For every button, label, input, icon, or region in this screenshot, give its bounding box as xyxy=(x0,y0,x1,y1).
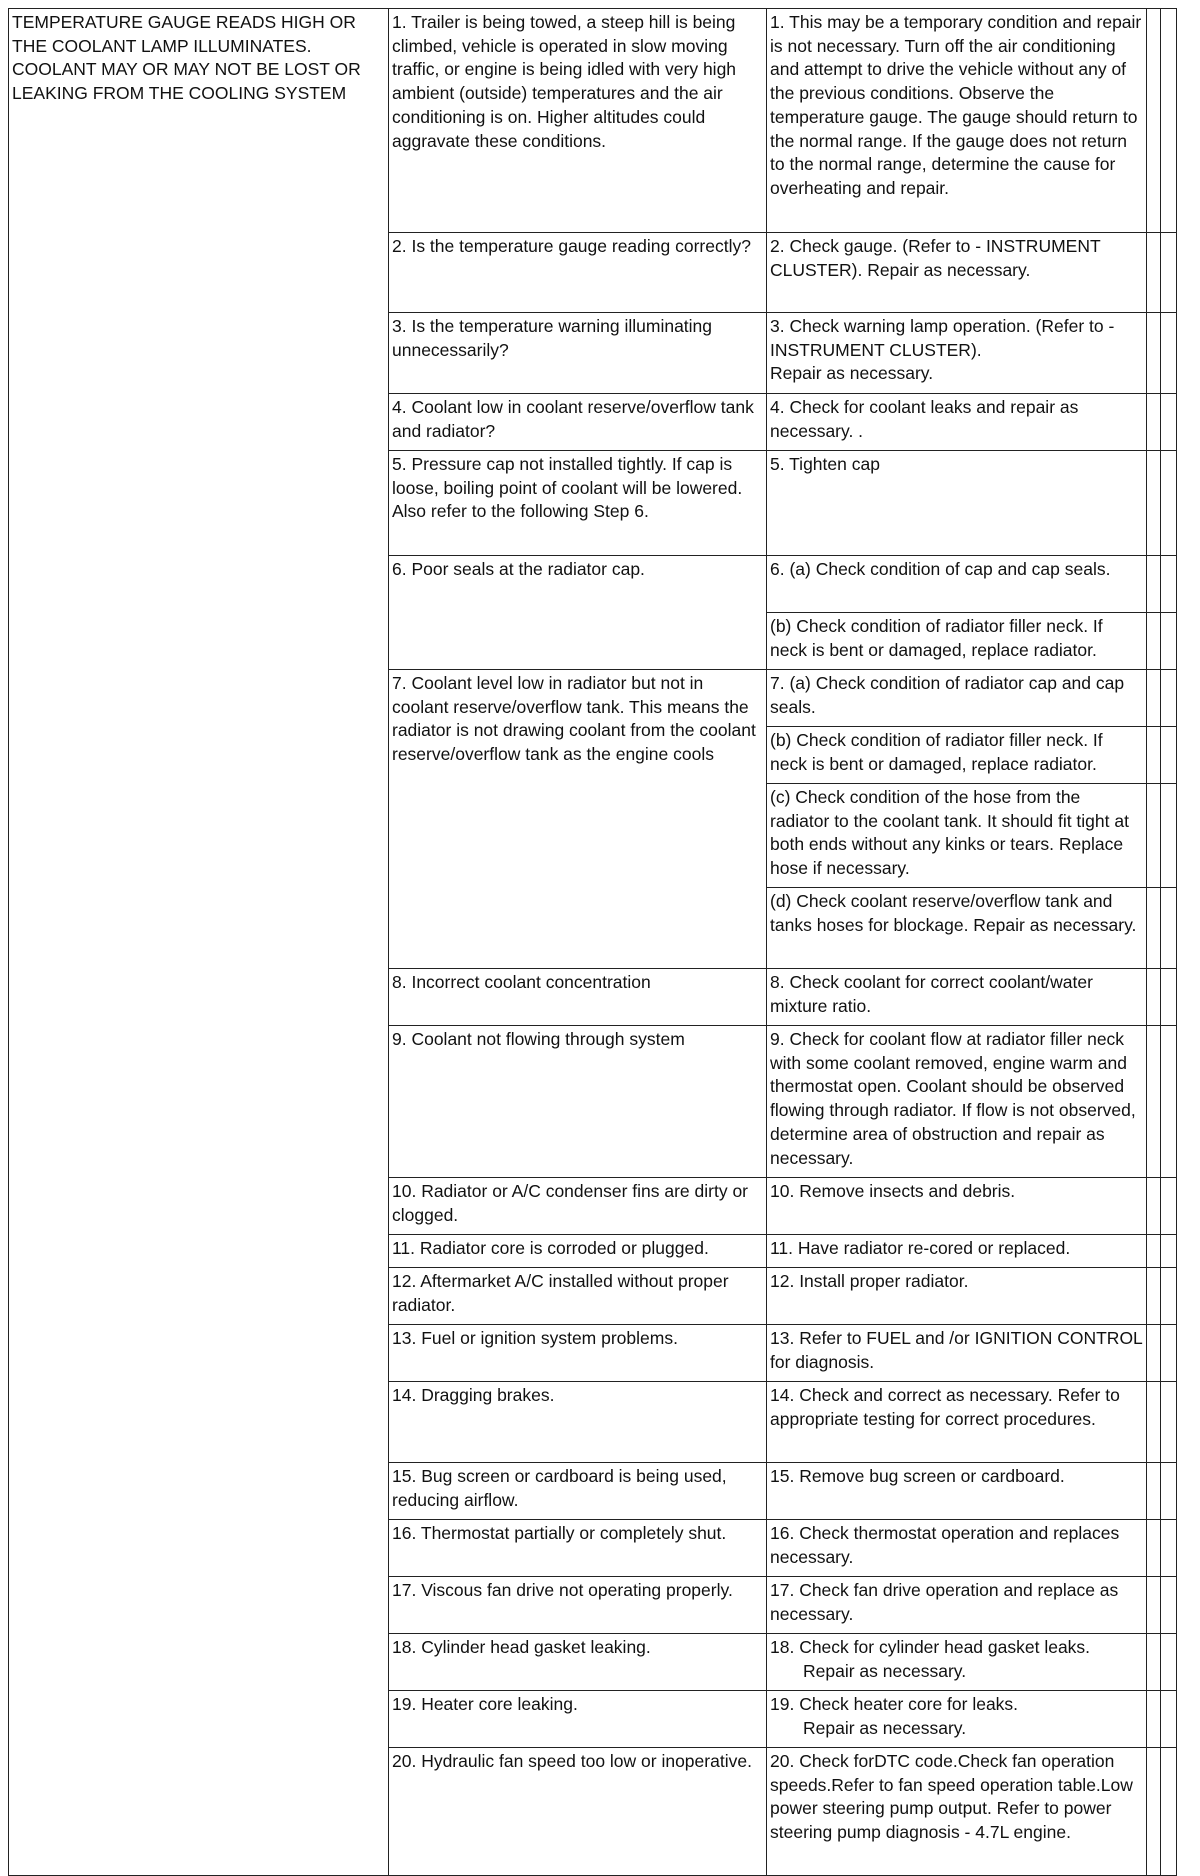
correction-cell: 17. Check fan drive operation and replace as necessary. xyxy=(767,1577,1147,1634)
empty-cell xyxy=(1147,1691,1161,1748)
correction-cell: 10. Remove insects and debris. xyxy=(767,1178,1147,1235)
empty-cell xyxy=(1161,1325,1177,1382)
correction-cell: 7. (a) Check condition of radiator cap and cap seals. xyxy=(767,670,1147,727)
empty-cell xyxy=(1147,1026,1161,1178)
empty-cell xyxy=(1147,1382,1161,1463)
correction-cell: 16. Check thermostat operation and replaces necessary. xyxy=(767,1520,1147,1577)
cause-cell: 1. Trailer is being towed, a steep hill is being climbed, vehicle is operated in slow moving traffic, or engine is being idled with very high ambient (outside) temperatures and the air conditioning is on. Higher altitudes could aggravate these conditions. xyxy=(389,9,767,233)
correction-line: 3. Check warning lamp operation. (Refer to - INSTRUMENT CLUSTER). xyxy=(770,316,1115,360)
empty-cell xyxy=(1147,233,1161,313)
empty-cell xyxy=(1147,1325,1161,1382)
correction-cell: 14. Check and correct as necessary. Refer to appropriate testing for correct procedures. xyxy=(767,1382,1147,1463)
correction-cell: (d) Check coolant reserve/overflow tank and tanks hoses for blockage. Repair as necessary. xyxy=(767,888,1147,969)
correction-cell: (c) Check condition of the hose from the radiator to the coolant tank. It should fit tight at both ends without any kinks or tears. Replace hose if necessary. xyxy=(767,784,1147,888)
empty-cell xyxy=(1147,556,1161,613)
empty-cell xyxy=(1147,1520,1161,1577)
correction-cell: 15. Remove bug screen or cardboard. xyxy=(767,1463,1147,1520)
empty-cell xyxy=(1161,969,1177,1026)
correction-line: Repair as necessary. xyxy=(803,1717,967,1738)
empty-cell xyxy=(1161,313,1177,394)
empty-cell xyxy=(1161,1520,1177,1577)
empty-cell xyxy=(1161,784,1177,888)
table-row xyxy=(9,9,1177,233)
empty-cell xyxy=(1147,1748,1161,1876)
cause-cell: 11. Radiator core is corroded or plugged. xyxy=(389,1235,767,1268)
correction-cell: 20. Check forDTC code.Check fan operation speeds.Refer to fan speed operation table.Low power steering pump output. Refer to power steering pump diagnosis - 4.7L engine. xyxy=(767,1748,1147,1876)
empty-cell xyxy=(1161,1178,1177,1235)
cause-cell: 7. Coolant level low in radiator but not in coolant reserve/overflow tank. This means the radiator is not drawing coolant from the coolant reserve/overflow tank as the engine cools xyxy=(389,670,767,969)
correction-cell xyxy=(767,1634,1147,1691)
empty-cell xyxy=(1161,1382,1177,1463)
cause-cell: 20. Hydraulic fan speed too low or inoperative. xyxy=(389,1748,767,1876)
cause-cell: 16. Thermostat partially or completely shut. xyxy=(389,1520,767,1577)
correction-cell: 9. Check for coolant flow at radiator filler neck with some coolant removed, engine warm and thermostat open. Coolant should be observed flowing through radiator. If flow is not observed, determine area of obstruction and repair as necessary. xyxy=(767,1026,1147,1178)
empty-cell xyxy=(1161,670,1177,727)
empty-cell xyxy=(1161,394,1177,451)
cause-cell: 5. Pressure cap not installed tightly. If cap is loose, boiling point of coolant will be lowered. Also refer to the following Step 6. xyxy=(389,451,767,556)
empty-cell xyxy=(1147,1268,1161,1325)
empty-cell xyxy=(1147,670,1161,727)
cause-cell: 15. Bug screen or cardboard is being used, reducing airflow. xyxy=(389,1463,767,1520)
empty-cell xyxy=(1147,451,1161,556)
correction-cell: (b) Check condition of radiator filler neck. If neck is bent or damaged, replace radiator. xyxy=(767,613,1147,670)
correction-cell: 11. Have radiator re-cored or replaced. xyxy=(767,1235,1147,1268)
correction-cell: (b) Check condition of radiator filler neck. If neck is bent or damaged, replace radiator. xyxy=(767,727,1147,784)
empty-cell xyxy=(1147,1235,1161,1268)
cause-cell: 18. Cylinder head gasket leaking. xyxy=(389,1634,767,1691)
empty-cell xyxy=(1161,1691,1177,1748)
empty-cell xyxy=(1147,313,1161,394)
correction-cell: 8. Check coolant for correct coolant/water mixture ratio. xyxy=(767,969,1147,1026)
cause-cell: 17. Viscous fan drive not operating properly. xyxy=(389,1577,767,1634)
condition-cell: TEMPERATURE GAUGE READS HIGH OR THE COOLANT LAMP ILLUMINATES. COOLANT MAY OR MAY NOT BE LOST OR LEAKING FROM THE COOLING SYSTEM xyxy=(9,9,389,1876)
correction-cell: 13. Refer to FUEL and /or IGNITION CONTROL for diagnosis. xyxy=(767,1325,1147,1382)
cause-cell: 2. Is the temperature gauge reading correctly? xyxy=(389,233,767,313)
correction-line: Repair as necessary. xyxy=(770,363,934,384)
cause-cell: 4. Coolant low in coolant reserve/overflow tank and radiator? xyxy=(389,394,767,451)
correction-cell xyxy=(767,313,1147,394)
empty-cell xyxy=(1161,1235,1177,1268)
cause-cell: 13. Fuel or ignition system problems. xyxy=(389,1325,767,1382)
empty-cell xyxy=(1161,9,1177,233)
empty-cell xyxy=(1161,613,1177,670)
empty-cell xyxy=(1161,556,1177,613)
empty-cell xyxy=(1161,1634,1177,1691)
cause-cell: 3. Is the temperature warning illuminating unnecessarily? xyxy=(389,313,767,394)
empty-cell xyxy=(1147,1178,1161,1235)
correction-cell: 4. Check for coolant leaks and repair as necessary. . xyxy=(767,394,1147,451)
empty-cell xyxy=(1161,1577,1177,1634)
correction-cell: 12. Install proper radiator. xyxy=(767,1268,1147,1325)
empty-cell xyxy=(1147,1634,1161,1691)
empty-cell xyxy=(1161,1026,1177,1178)
correction-cell: 2. Check gauge. (Refer to - INSTRUMENT CLUSTER). Repair as necessary. xyxy=(767,233,1147,313)
diagnosis-table xyxy=(8,8,1177,1876)
correction-cell xyxy=(767,1691,1147,1748)
cause-cell: 14. Dragging brakes. xyxy=(389,1382,767,1463)
empty-cell xyxy=(1147,1577,1161,1634)
empty-cell xyxy=(1161,451,1177,556)
correction-line: 18. Check for cylinder head gasket leaks. xyxy=(770,1637,1091,1657)
correction-line: Repair as necessary. xyxy=(803,1660,967,1681)
empty-cell xyxy=(1147,613,1161,670)
empty-cell xyxy=(1147,394,1161,451)
empty-cell xyxy=(1147,969,1161,1026)
empty-cell xyxy=(1147,888,1161,969)
cause-cell: 10. Radiator or A/C condenser fins are dirty or clogged. xyxy=(389,1178,767,1235)
empty-cell xyxy=(1147,1463,1161,1520)
empty-cell xyxy=(1161,1268,1177,1325)
empty-cell xyxy=(1161,233,1177,313)
empty-cell xyxy=(1147,784,1161,888)
correction-cell: 1. This may be a temporary condition and repair is not necessary. Turn off the air conditioning and attempt to drive the vehicle without any of the previous conditions. Observe the temperature gauge. The gauge should return to the normal range. If the gauge does not return to the normal range, determine the cause for overheating and repair. xyxy=(767,9,1147,233)
empty-cell xyxy=(1161,888,1177,969)
cause-cell: 12. Aftermarket A/C installed without proper radiator. xyxy=(389,1268,767,1325)
cause-cell: 19. Heater core leaking. xyxy=(389,1691,767,1748)
empty-cell xyxy=(1147,9,1161,233)
cause-cell: 9. Coolant not flowing through system xyxy=(389,1026,767,1178)
correction-line: 19. Check heater core for leaks. xyxy=(770,1694,1019,1714)
correction-cell: 6. (a) Check condition of cap and cap seals. xyxy=(767,556,1147,613)
empty-cell xyxy=(1147,727,1161,784)
empty-cell xyxy=(1161,727,1177,784)
empty-cell xyxy=(1161,1463,1177,1520)
cause-cell: 6. Poor seals at the radiator cap. xyxy=(389,556,767,670)
correction-cell: 5. Tighten cap xyxy=(767,451,1147,556)
cause-cell: 8. Incorrect coolant concentration xyxy=(389,969,767,1026)
empty-cell xyxy=(1161,1748,1177,1876)
